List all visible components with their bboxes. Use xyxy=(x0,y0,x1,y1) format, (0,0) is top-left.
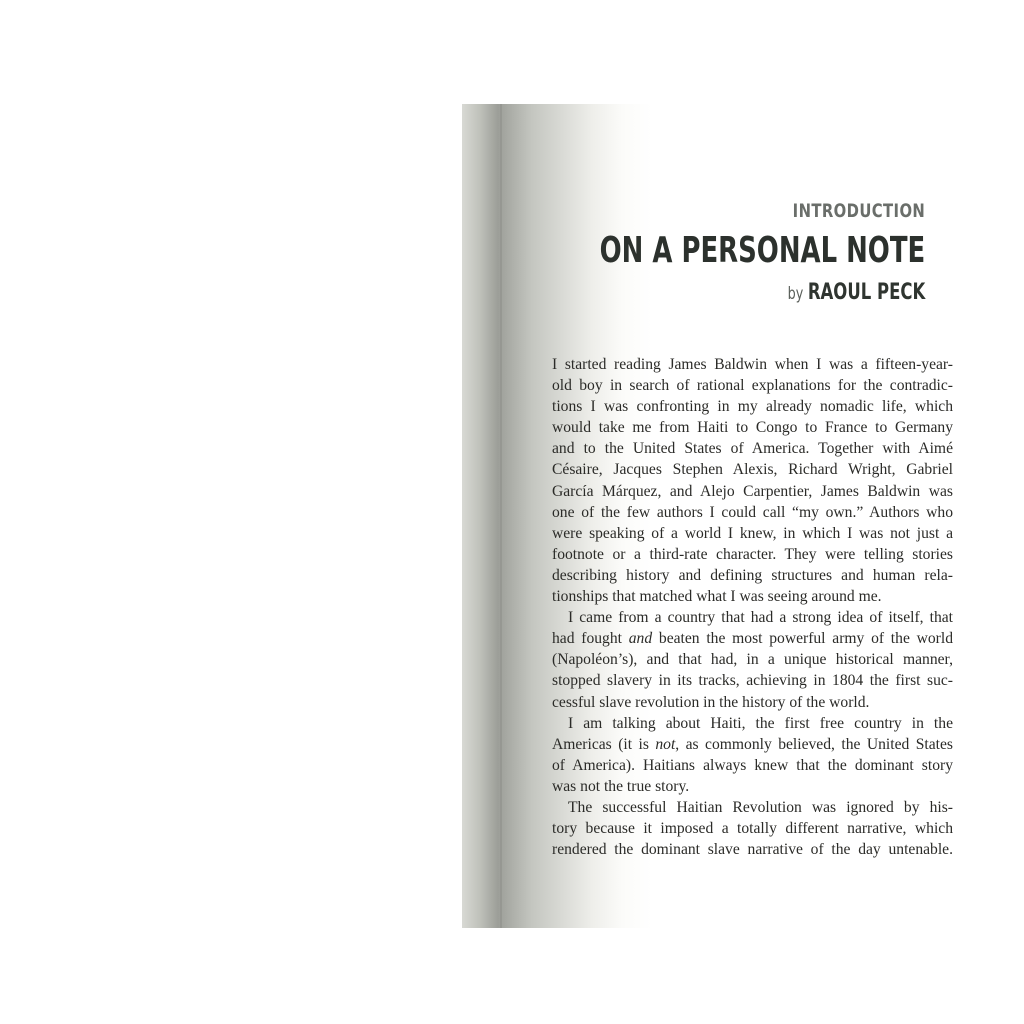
text-line xyxy=(552,628,953,649)
text-line: footnote or a third-rate character. They were telling stories xyxy=(552,545,953,563)
text-segment: Americas (it is xyxy=(552,735,656,753)
text-line: tionships that matched what I was seeing around me. xyxy=(552,588,882,606)
text-line: stopped slavery in its tracks, achieving in 1804 the first suc- xyxy=(552,672,953,690)
text-line: The successful Haitian Revolution was ignored by his- xyxy=(568,798,953,816)
text-line: of America). Haitians always knew that the dominant story xyxy=(552,756,953,774)
text-segment: , as commonly believed, the United States xyxy=(675,735,953,753)
chapter-byline xyxy=(586,278,925,309)
text-line: cessful slave revolution in the history of the world. xyxy=(552,693,870,711)
text-line: I started reading James Baldwin when I was a fifteen-year- xyxy=(552,356,953,373)
text-line: was not the true story. xyxy=(552,777,690,795)
body-text xyxy=(552,354,953,860)
text-segment: beaten the most powerful army of the world xyxy=(652,630,953,648)
byline-author: RAOUL PECK xyxy=(807,280,925,305)
text-line: Césaire, Jacques Stephen Alexis, Richard Wright, Gabriel xyxy=(552,461,953,479)
text-line: would take me from Haiti to Congo to France to Germany xyxy=(552,419,953,437)
text-line: old boy in search of rational explanations for the contradic- xyxy=(552,377,953,395)
chapter-title: ON A PERSONAL NOTE xyxy=(599,230,925,271)
text-line: tions I was confronting in my already nomadic life, which xyxy=(552,398,953,416)
text-line: were speaking of a world I knew, in which I was not just a xyxy=(552,524,953,542)
left-page-blank xyxy=(0,0,462,1024)
text-line: describing history and defining structures and human rela- xyxy=(552,566,953,584)
emphasis-text: not xyxy=(655,735,676,753)
emphasis-text: and xyxy=(628,630,653,648)
text-line: and to the United States of America. Together with Aimé xyxy=(552,440,953,458)
text-line: tory because it imposed a totally different narrative, which xyxy=(552,820,953,838)
text-line: I came from a country that had a strong idea of itself, that xyxy=(568,609,953,627)
chapter-kicker: INTRODUCTION xyxy=(792,200,925,222)
text-line: rendered the dominant slave narrative of the day untenable. xyxy=(552,841,953,859)
text-segment: had fought xyxy=(552,630,629,648)
text-line xyxy=(552,734,953,755)
text-line: I am talking about Haiti, the first free country in the xyxy=(568,714,953,732)
text-line: García Márquez, and Alejo Carpentier, James Baldwin was xyxy=(552,482,953,500)
byline-prefix: by xyxy=(787,284,804,304)
chapter-heading xyxy=(473,198,925,309)
text-line: one of the few authors I could call “my own.” Authors who xyxy=(552,503,953,521)
text-line: (Napoléon’s), and that had, in a unique historical manner, xyxy=(552,651,953,669)
